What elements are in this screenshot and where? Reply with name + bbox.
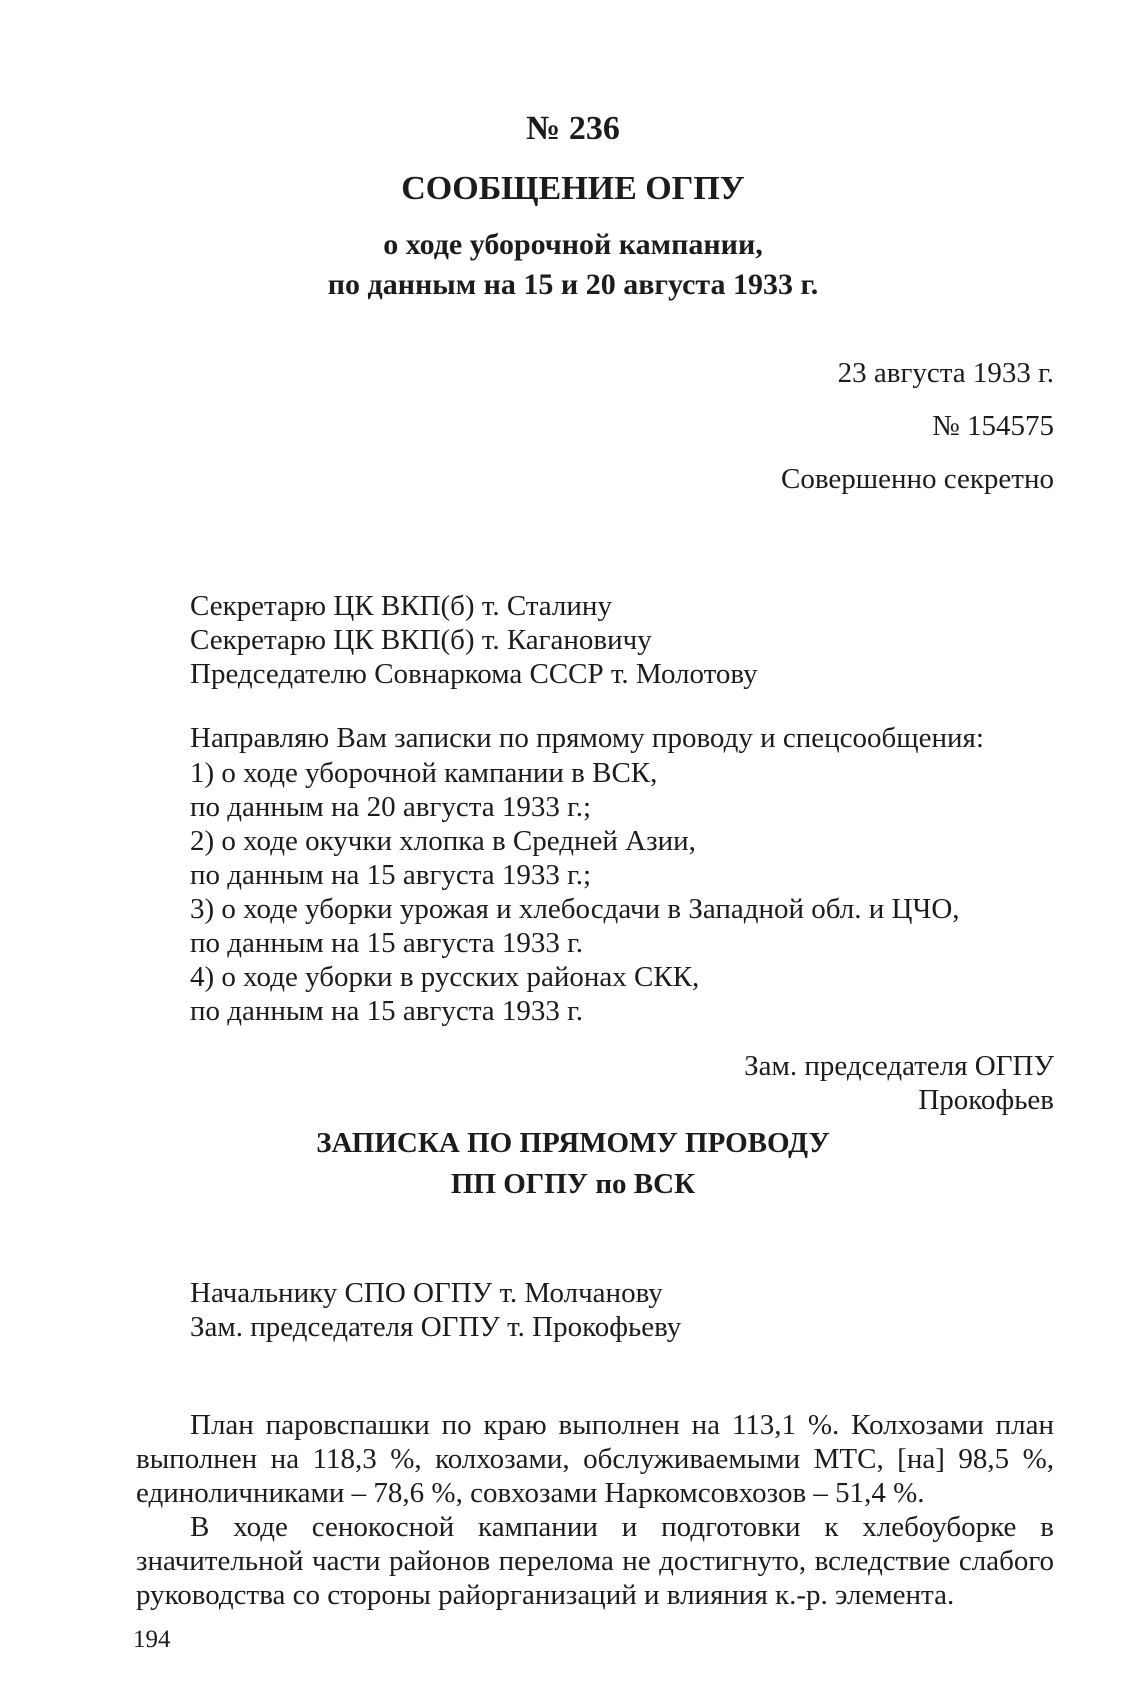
signature-name: Прокофьев [918, 1084, 1054, 1116]
list-item: 2) о ходе окучки хлопка в Средней Азии, [190, 825, 696, 857]
list-item: 3) о ходе уборки урожая и хлебосдачи в Западной обл. и ЦЧО, [190, 893, 960, 925]
cover-letter-intro: Направляю Вам записки по прямому проводу и спецсообщения: [190, 722, 984, 754]
paragraph-haymaking: В ходе сенокосной кампании и подготовки к хлебоуборке в значительной части районов перелома не достигнуто, вследствие слабого руководства со стороны райорганизаций и влияния к.-р. элемента. [136, 1511, 1054, 1611]
list-item: по данным на 15 августа 1933 г.; [190, 859, 592, 891]
list-item: по данным на 15 августа 1933 г. [190, 927, 584, 959]
document-number: № 236 [526, 110, 620, 147]
document-subtitle-line2: по данным на 15 и 20 августа 1933 г. [327, 268, 819, 301]
note-addressee-molchanov: Начальнику СПО ОГПУ т. Молчанову [190, 1277, 663, 1309]
list-item: по данным на 15 августа 1933 г. [190, 995, 584, 1027]
list-item: 1) о ходе уборочной кампании в ВСК, [190, 757, 658, 789]
registration-number: № 154575 [932, 410, 1054, 442]
addressee-kaganovich: Секретарю ЦК ВКП(б) т. Кагановичу [190, 624, 652, 656]
signature-position: Зам. председателя ОГПУ [744, 1050, 1054, 1082]
document-date: 23 августа 1933 г. [837, 357, 1054, 389]
note-title-line1: ЗАПИСКА ПО ПРЯМОМУ ПРОВОДУ [316, 1127, 830, 1159]
note-addressee-prokofiev: Зам. председателя ОГПУ т. Прокофьеву [190, 1311, 682, 1343]
list-item: 4) о ходе уборки в русских районах СКК, [190, 961, 700, 993]
addressee-stalin: Секретарю ЦК ВКП(б) т. Сталину [190, 590, 612, 622]
paragraph-plowing: План паровспашки по краю выполнен на 113,1 %. Колхозами план выполнен на 118,3 %, колхозами, обслуживаемыми МТС, [на] 98,5 %, единоличниками – 78,6 %, совхозами Наркомсовхозов – 51,4 %. [136, 1409, 1054, 1509]
document-subtitle-line1: о ходе уборочной кампании, [383, 228, 763, 261]
note-title-line2: ПП ОГПУ по ВСК [450, 1168, 696, 1200]
page-number: 194 [133, 1626, 171, 1653]
list-item: по данным на 20 августа 1933 г.; [190, 791, 592, 823]
note-body [136, 1408, 1054, 1612]
addressee-molotov: Председателю Совнаркома СССР т. Молотову [190, 658, 758, 690]
classification-label: Совершенно секретно [781, 463, 1054, 495]
document-title: СООБЩЕНИЕ ОГПУ [401, 170, 745, 207]
